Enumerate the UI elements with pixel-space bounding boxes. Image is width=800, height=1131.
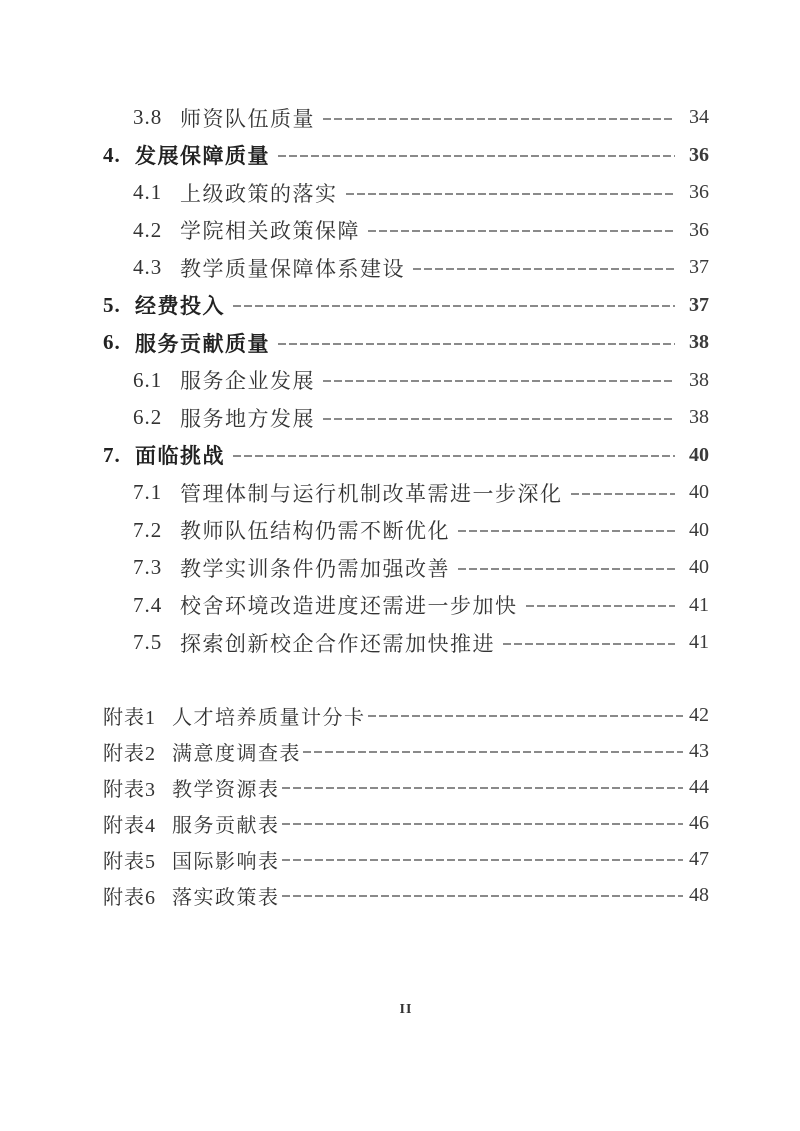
toc-entry-title: 教师队伍结构仍需不断优化 [180,519,450,544]
toc-entry-title: 探索创新校企合作还需加快推进 [180,631,495,656]
toc-entry-page: 47 [689,847,709,870]
toc-entry [103,733,709,769]
toc-entry-page: 42 [689,703,709,726]
toc-entry [103,362,709,400]
toc-entry-title: 经费投入 [135,294,225,319]
dash-leader-line [282,859,684,861]
toc-entry [103,174,709,212]
toc-entry [103,805,709,841]
toc-entry-page: 38 [689,368,709,391]
dash-leader-line [503,643,675,645]
toc-entry-title: 教学实训条件仍需加强改善 [180,556,450,581]
toc-entry-title: 国际影响表 [172,850,280,873]
toc-entry-page: 40 [689,443,709,466]
toc-entry [103,841,709,877]
toc-entry [103,212,709,250]
toc-entry-page: 36 [689,143,709,166]
dash-leader-line [368,230,675,232]
toc-entry-page: 43 [689,739,709,762]
toc-entry-page: 40 [689,518,709,541]
toc-entry [103,877,709,913]
dash-leader-line [278,343,675,345]
toc-entry-page: 41 [689,631,709,654]
dash-leader-line [323,418,675,420]
dash-leader-line [278,155,675,157]
toc-entry [103,697,709,733]
toc-entry-title: 教学质量保障体系建设 [180,256,405,281]
toc-entry-page: 37 [689,256,709,279]
toc-entry [103,99,709,137]
dash-leader-line [282,787,684,789]
toc-entry-number: 4.2 [133,217,163,242]
dash-leader-line [346,193,676,195]
dash-leader-line [526,605,676,607]
footer-page-number: II [399,1002,413,1017]
toc-entry [103,137,709,175]
toc-entry-number: 3.8 [133,105,163,130]
dash-leader-line [233,305,675,307]
toc-entry-page: 40 [689,556,709,579]
toc-entry-number: 附表1 [103,706,156,729]
toc-entry [103,512,709,550]
dash-leader-line [323,118,675,120]
toc-entry-title: 落实政策表 [172,886,280,909]
dash-leader-line [458,530,675,532]
dash-leader-line [303,751,683,753]
toc-entry-title: 校舍环境改造进度还需进一步加快 [180,594,518,619]
toc-entry-number: 附表4 [103,814,156,837]
dash-leader-line [282,823,684,825]
toc-entry-page: 48 [689,883,709,906]
toc-entry-title: 管理体制与运行机制改革需进一步深化 [180,481,563,506]
toc-entry-number: 附表2 [103,742,156,765]
toc-entry-title: 服务地方发展 [180,406,315,431]
toc-entry-number: 6.2 [133,405,163,430]
toc-entry-page: 40 [689,481,709,504]
toc-entry-number: 5. [103,292,121,317]
toc-entry [103,474,709,512]
toc-entry-title: 上级政策的落实 [180,181,338,206]
dash-leader-line [233,455,675,457]
toc-entry [103,624,709,662]
page-footer [103,1002,709,1018]
toc-entry-title: 师资队伍质量 [180,106,315,131]
toc-entry-title: 人才培养质量计分卡 [172,706,366,729]
toc-entry-number: 附表6 [103,886,156,909]
toc-entry-page: 41 [689,593,709,616]
toc-entry-page: 46 [689,811,709,834]
toc-entry-number: 7.5 [133,630,163,655]
toc-entry-title: 发展保障质量 [135,144,270,169]
toc-entry-title: 服务贡献质量 [135,331,270,356]
toc-entry-page: 36 [689,218,709,241]
toc-entry-number: 4. [103,142,121,167]
toc-entry-page: 37 [689,293,709,316]
toc-entry-number: 附表5 [103,850,156,873]
toc-entry [103,399,709,437]
toc-entry [103,769,709,805]
dash-leader-line [413,268,675,270]
toc-entry [103,324,709,362]
toc-entry-title: 教学资源表 [172,778,280,801]
toc-entry-title: 服务企业发展 [180,369,315,394]
toc-entry-number: 附表3 [103,778,156,801]
toc-entry-number: 7.1 [133,480,163,505]
dash-leader-line [368,715,684,717]
toc-entry-page: 38 [689,331,709,354]
dash-leader-line [323,380,675,382]
toc-entry-title: 学院相关政策保障 [180,219,360,244]
toc-entry-number: 7. [103,442,121,467]
dash-leader-line [458,568,675,570]
toc-entry-title: 服务贡献表 [172,814,280,837]
toc-entry-number: 7.3 [133,555,163,580]
toc-entry-number: 4.1 [133,180,163,205]
toc-entry-page: 38 [689,406,709,429]
appendix-list [103,697,709,913]
toc-entry [103,287,709,325]
toc-list [103,99,709,662]
toc-entry-number: 6. [103,330,121,355]
toc-entry [103,587,709,625]
toc-entry-number: 4.3 [133,255,163,280]
toc-entry-page: 36 [689,181,709,204]
toc-entry [103,249,709,287]
toc-entry-title: 面临挑战 [135,444,225,469]
toc-entry-title: 满意度调查表 [172,742,301,765]
toc-entry-number: 6.1 [133,367,163,392]
dash-leader-line [571,493,676,495]
toc-entry [103,549,709,587]
toc-entry-number: 7.4 [133,592,163,617]
toc-entry-page: 44 [689,775,709,798]
toc-entry-page: 34 [689,106,709,129]
toc-entry-number: 7.2 [133,517,163,542]
dash-leader-line [282,895,684,897]
toc-entry [103,437,709,475]
